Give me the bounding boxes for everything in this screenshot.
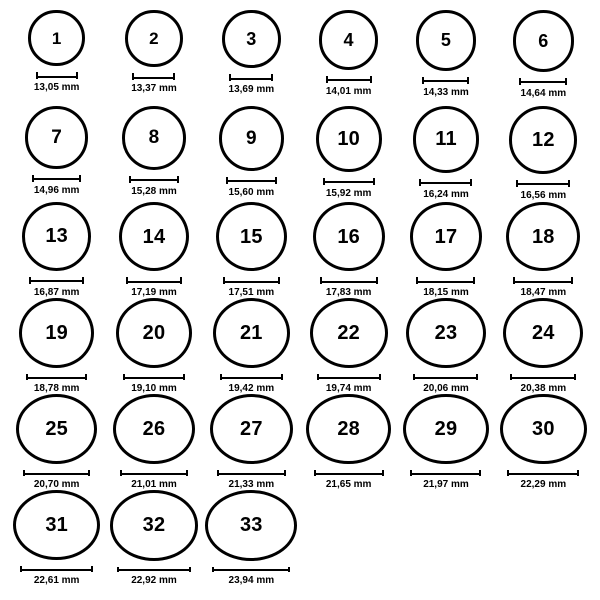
ring-circle <box>513 10 575 72</box>
ring-circle <box>403 394 488 464</box>
ring-size-number: 20 <box>142 321 166 344</box>
ring-circle <box>310 298 388 368</box>
diameter-label: 14,96 mm <box>33 184 80 196</box>
ring-size-number: 32 <box>142 514 166 537</box>
diameter-measure-bar <box>223 277 280 284</box>
diameter-measure-bar <box>129 176 179 183</box>
ring-size-number: 5 <box>440 30 452 51</box>
diameter-label: 22,92 mm <box>131 575 177 586</box>
ring-size-cell[interactable] <box>8 394 105 490</box>
diameter-measure-bar <box>507 470 579 476</box>
ring-circle <box>306 394 390 464</box>
diameter-label: 14,01 mm <box>325 85 372 97</box>
diameter-measure-bar <box>123 374 185 380</box>
ring-size-cell[interactable] <box>495 298 592 394</box>
ring-size-number: 15 <box>240 225 263 248</box>
ring-circle <box>25 106 88 169</box>
diameter-label: 22,61 mm <box>33 575 80 586</box>
diameter-measure-bar <box>120 470 188 476</box>
ring-size-cell[interactable] <box>300 106 397 202</box>
ring-size-number: 22 <box>337 321 360 344</box>
diameter-label: 21,33 mm <box>228 479 275 490</box>
ring-size-cell[interactable] <box>203 106 300 202</box>
ring-circle <box>210 394 293 464</box>
diameter-label: 13,05 mm <box>33 82 80 94</box>
ring-size-cell[interactable] <box>8 10 105 106</box>
ring-size-cell[interactable] <box>495 106 592 202</box>
ring-size-number: 25 <box>45 418 68 441</box>
ring-size-cell[interactable] <box>203 394 300 490</box>
ring-size-number: 26 <box>142 418 166 441</box>
ring-size-number: 14 <box>142 225 166 248</box>
diameter-label: 13,37 mm <box>131 83 177 95</box>
diameter-label: 23,94 mm <box>228 575 275 586</box>
diameter-label: 22,29 mm <box>520 479 567 490</box>
ring-circle <box>410 202 483 271</box>
diameter-label: 18,78 mm <box>33 383 80 394</box>
diameter-measure-bar <box>23 470 90 476</box>
diameter-measure-bar <box>29 277 84 284</box>
ring-size-number: 30 <box>532 418 555 441</box>
ring-size-cell[interactable] <box>397 106 494 202</box>
ring-size-cell[interactable] <box>105 490 202 586</box>
diameter-measure-bar <box>513 277 573 284</box>
ring-circle <box>506 202 580 271</box>
ring-size-cell[interactable] <box>8 490 105 586</box>
ring-circle <box>416 10 477 71</box>
ring-size-number: 13 <box>45 225 68 248</box>
ring-size-number: 11 <box>435 128 457 151</box>
diameter-label: 15,60 mm <box>228 186 275 198</box>
diameter-label: 15,28 mm <box>131 185 177 197</box>
diameter-label: 21,01 mm <box>131 479 177 490</box>
diameter-label: 19,42 mm <box>228 383 275 394</box>
diameter-measure-bar <box>413 374 478 380</box>
ring-size-cell[interactable] <box>203 10 300 106</box>
ring-circle <box>125 10 182 67</box>
diameter-label: 13,69 mm <box>228 84 275 96</box>
ring-circle <box>313 202 385 271</box>
ring-size-number: 31 <box>45 514 68 537</box>
ring-size-cell[interactable] <box>495 202 592 298</box>
diameter-label: 15,92 mm <box>325 187 372 199</box>
ring-size-number: 7 <box>51 126 63 148</box>
ring-circle <box>19 298 94 368</box>
ring-size-number: 18 <box>531 225 555 248</box>
diameter-measure-bar <box>516 180 570 187</box>
ring-size-cell[interactable] <box>397 202 494 298</box>
ring-size-cell[interactable] <box>495 10 592 106</box>
ring-size-cell[interactable] <box>203 490 300 586</box>
ring-circle <box>500 394 586 464</box>
diameter-measure-bar <box>320 277 378 284</box>
diameter-label: 20,06 mm <box>423 383 469 394</box>
diameter-measure-bar <box>326 76 372 83</box>
ring-size-number: 8 <box>148 127 160 149</box>
ring-size-number: 1 <box>51 28 62 48</box>
ring-size-number: 6 <box>538 30 549 51</box>
diameter-label: 20,38 mm <box>520 383 567 394</box>
ring-circle <box>205 490 297 561</box>
ring-size-cell[interactable] <box>397 394 494 490</box>
diameter-measure-bar <box>314 470 384 476</box>
diameter-measure-bar <box>220 374 283 380</box>
ring-circle <box>213 298 290 368</box>
ring-size-grid <box>8 10 592 586</box>
diameter-measure-bar <box>323 178 375 185</box>
ring-circle <box>110 490 198 561</box>
ring-size-number: 2 <box>149 29 159 49</box>
ring-size-number: 23 <box>434 321 458 344</box>
diameter-measure-bar <box>217 470 286 476</box>
ring-size-number: 28 <box>337 418 360 441</box>
diameter-label: 17,51 mm <box>228 287 275 298</box>
ring-size-cell[interactable] <box>105 10 202 106</box>
diameter-measure-bar <box>416 277 475 284</box>
ring-size-cell[interactable] <box>300 394 397 490</box>
ring-circle <box>122 106 186 170</box>
ring-size-number: 16 <box>337 225 360 248</box>
ring-size-number: 33 <box>239 514 263 537</box>
ring-size-number: 3 <box>246 29 257 50</box>
ring-size-number: 29 <box>434 418 458 441</box>
ring-circle <box>22 202 91 271</box>
ring-size-number: 24 <box>531 321 555 344</box>
ring-size-cell[interactable] <box>397 10 494 106</box>
diameter-label: 19,74 mm <box>325 383 372 394</box>
diameter-label: 16,87 mm <box>33 286 80 298</box>
diameter-label: 17,83 mm <box>325 287 372 298</box>
diameter-measure-bar <box>26 374 87 380</box>
ring-size-cell[interactable] <box>300 10 397 106</box>
ring-size-cell[interactable] <box>105 106 202 202</box>
diameter-measure-bar <box>226 177 277 184</box>
ring-size-cell[interactable] <box>105 298 202 394</box>
diameter-label: 20,70 mm <box>33 479 80 490</box>
diameter-measure-bar <box>410 470 481 476</box>
diameter-measure-bar <box>422 77 469 84</box>
ring-size-cell[interactable] <box>203 202 300 298</box>
ring-circle <box>216 202 287 271</box>
ring-size-cell[interactable] <box>300 202 397 298</box>
ring-size-cell[interactable] <box>8 202 105 298</box>
diameter-label: 21,97 mm <box>423 479 469 490</box>
ring-size-cell[interactable] <box>8 298 105 394</box>
ring-size-number: 10 <box>337 127 360 150</box>
ring-size-number: 12 <box>532 128 555 151</box>
ring-size-cell[interactable] <box>105 202 202 298</box>
ring-size-cell[interactable] <box>495 394 592 490</box>
ring-circle <box>113 394 195 464</box>
ring-circle <box>509 106 577 174</box>
diameter-measure-bar <box>20 566 93 572</box>
diameter-measure-bar <box>229 74 273 81</box>
ring-size-cell[interactable] <box>300 298 397 394</box>
diameter-label: 14,33 mm <box>423 86 469 98</box>
ring-size-number: 27 <box>240 418 263 441</box>
ring-size-cell[interactable] <box>8 106 105 202</box>
ring-circle <box>406 298 485 368</box>
ring-size-cell[interactable] <box>397 298 494 394</box>
diameter-label: 19,10 mm <box>131 383 177 394</box>
ring-size-cell[interactable] <box>203 298 300 394</box>
ring-size-number: 4 <box>343 29 354 50</box>
ring-size-cell[interactable] <box>105 394 202 490</box>
diameter-measure-bar <box>32 175 81 182</box>
diameter-measure-bar <box>36 72 78 79</box>
diameter-label: 21,65 mm <box>325 479 372 490</box>
ring-circle <box>116 298 192 368</box>
diameter-measure-bar <box>212 567 290 572</box>
diameter-label: 16,56 mm <box>520 189 567 201</box>
ring-circle <box>219 106 284 171</box>
diameter-label: 18,15 mm <box>423 287 469 298</box>
ring-circle <box>222 10 280 68</box>
diameter-label: 14,64 mm <box>520 87 567 99</box>
ring-size-number: 21 <box>239 321 263 344</box>
ring-circle <box>503 298 583 368</box>
ring-circle <box>316 106 382 172</box>
diameter-label: 16,24 mm <box>423 188 469 200</box>
ring-circle <box>13 490 100 560</box>
ring-circle <box>319 10 379 70</box>
diameter-measure-bar <box>126 277 182 284</box>
ring-size-number: 19 <box>45 321 68 344</box>
diameter-label: 18,47 mm <box>520 287 567 298</box>
ring-circle <box>28 10 84 66</box>
ring-circle <box>119 202 189 271</box>
diameter-measure-bar <box>132 73 175 80</box>
diameter-measure-bar <box>510 374 576 380</box>
ring-circle <box>16 394 97 464</box>
diameter-measure-bar <box>519 78 567 85</box>
diameter-label: 17,19 mm <box>131 287 177 298</box>
ring-circle <box>413 106 480 173</box>
diameter-measure-bar <box>419 179 472 186</box>
ring-size-number: 17 <box>434 225 458 248</box>
ring-size-number: 9 <box>245 127 257 149</box>
diameter-measure-bar <box>117 567 191 572</box>
diameter-measure-bar <box>317 374 381 380</box>
